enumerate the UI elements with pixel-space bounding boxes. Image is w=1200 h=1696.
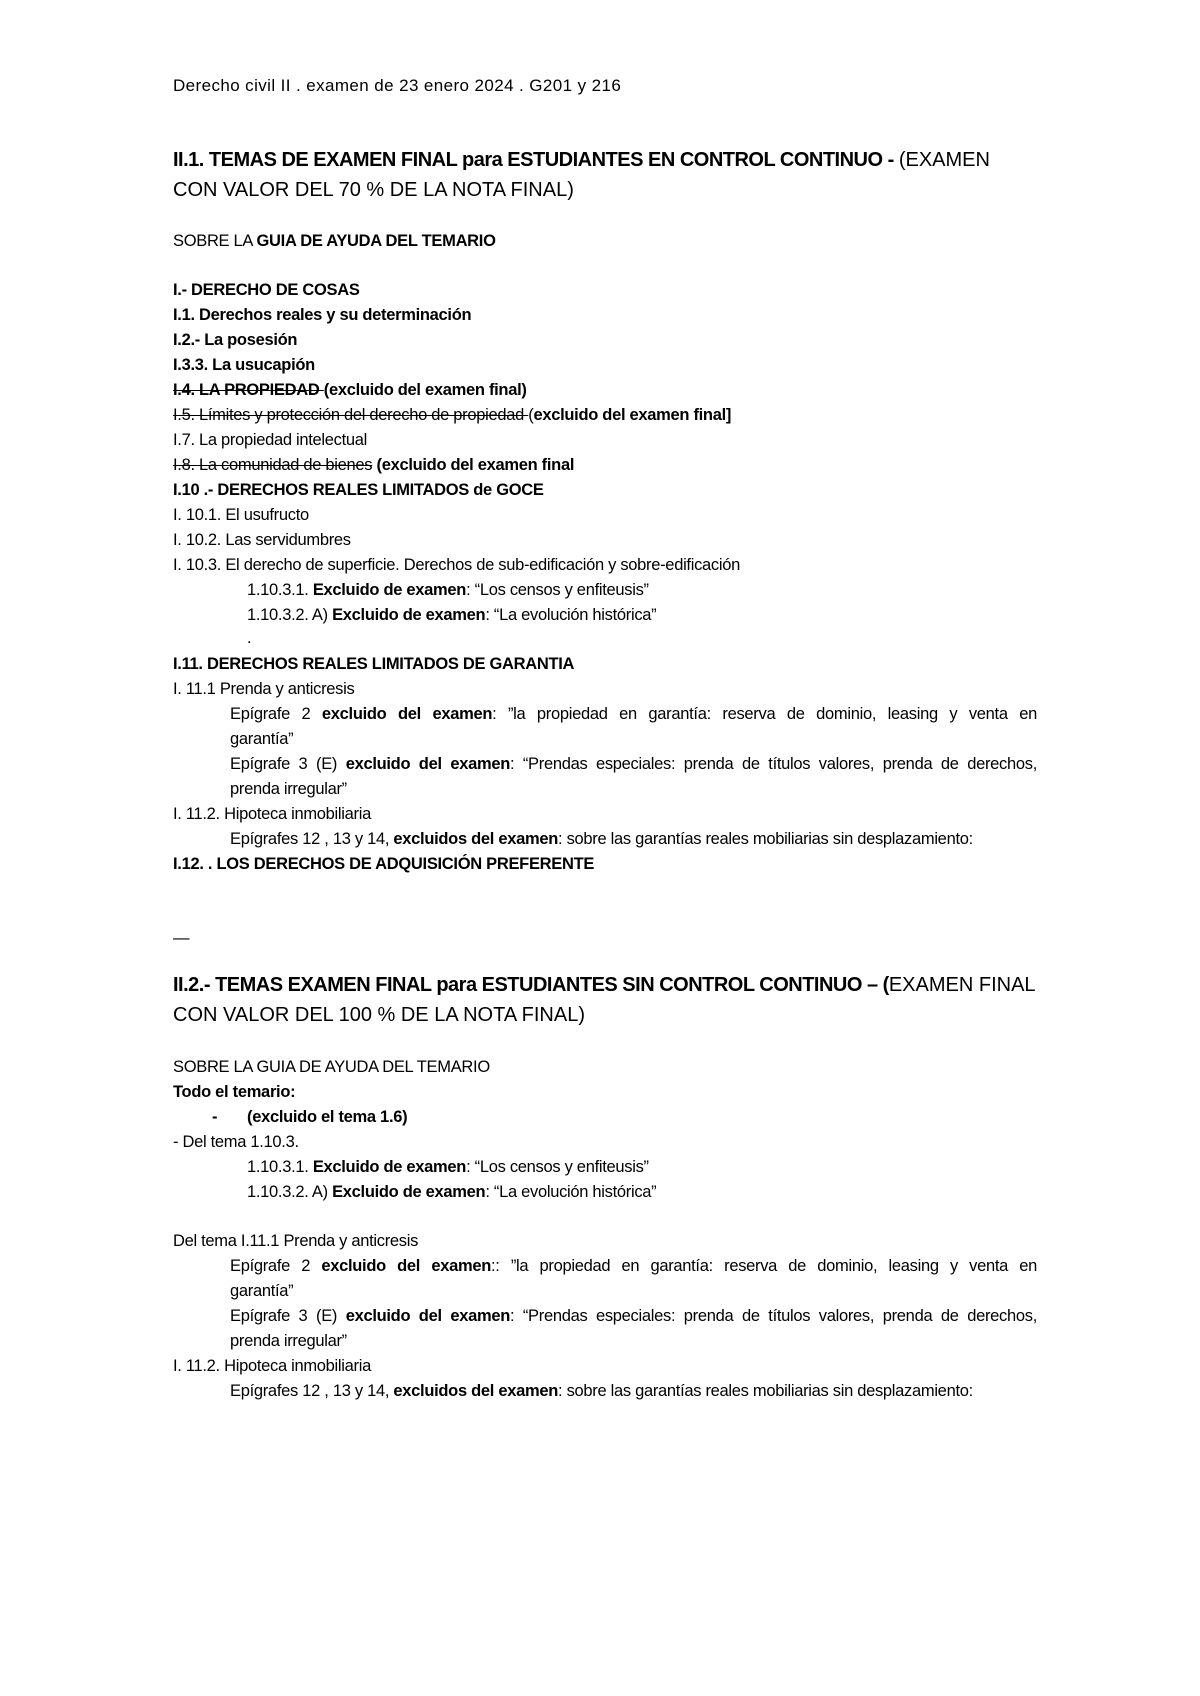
- sobre-prefix: SOBRE LA: [173, 232, 257, 250]
- topic-i-3-3: I.3.3. La usucapión: [173, 356, 315, 374]
- topic-i-11-1: I. 11.1 Prenda y anticresis: [173, 680, 355, 698]
- desc: :: ”la propiedad en garantía: reserva de dominio, leasing y venta en: [491, 1257, 1038, 1275]
- excluded-label: Excluido de examen: [312, 1158, 467, 1176]
- section-2-title-rest: EXAMEN FINAL: [888, 974, 1036, 996]
- desc: : sobre las garantías reales mobiliarias sin desplazamiento:: [558, 1382, 973, 1400]
- topic-i-7: I.7. La propiedad intelectual: [173, 431, 368, 449]
- topic-i-8-excluded: (excluido del examen final: [372, 456, 575, 474]
- topic-i-8-strike: I.8. La comunidad de bienes: [173, 456, 373, 474]
- desc: : sobre las garantías reales mobiliarias sin desplazamiento:: [558, 830, 973, 848]
- excluded-label: excluido del examen: [321, 705, 493, 723]
- desc: : “La evolución histórica”: [485, 1183, 657, 1201]
- s2-epigrafe-2-cont: garantía”: [230, 1282, 294, 1300]
- ep-num: Epígrafe 2: [230, 705, 322, 723]
- ep-num: Epígrafe 2: [230, 1257, 322, 1275]
- stray-dot: .: [247, 629, 252, 647]
- ep-num: Epígrafes 12 , 13 y 14,: [230, 1382, 394, 1400]
- epigrafe-2: [230, 702, 1037, 726]
- sobre-bold: GUIA DE AYUDA DEL TEMARIO: [256, 232, 496, 250]
- topic-i-5-paren: (: [528, 406, 534, 424]
- topic-i-5: [173, 403, 731, 427]
- excluded-tema-1-6: (excluido el tema 1.6): [247, 1108, 408, 1126]
- section-1-subtitle: CON VALOR DEL 70 % DE LA NOTA FINAL): [173, 179, 574, 201]
- epigrafe-3-cont: prenda irregular”: [230, 780, 347, 798]
- s2-topic-1-10-3-2: [247, 1180, 656, 1204]
- section-2-title-bold: II.2.- TEMAS EXAMEN FINAL para ESTUDIANTES SIN CONTROL CONTINUO – (: [173, 974, 889, 996]
- s2-topic-1-10-3-1: [247, 1155, 649, 1179]
- topic-i-10-3: I. 10.3. El derecho de superficie. Derechos de sub-edificación y sobre-edificación: [173, 556, 740, 574]
- topic-i-10-2: I. 10.2. Las servidumbres: [173, 531, 351, 549]
- topic-i-5-excluded: excluido del examen final]: [533, 406, 732, 424]
- s2-epigrafe-3: [230, 1304, 1037, 1328]
- topic-i-8: [173, 453, 574, 477]
- topic-i: I.- DERECHO DE COSAS: [173, 281, 360, 299]
- topic-i-1: I.1. Derechos reales y su determinación: [173, 306, 472, 324]
- topic-i-10-1: I. 10.1. El usufructo: [173, 506, 309, 524]
- ep-num: Epígrafes 12 , 13 y 14,: [230, 830, 394, 848]
- desc: : “La evolución histórica”: [485, 606, 657, 624]
- epigrafes-12-14: [230, 827, 973, 851]
- s2-epigrafe-3-cont: prenda irregular”: [230, 1332, 347, 1350]
- ep-num: Epígrafe 3 (E): [230, 755, 346, 773]
- epigrafe-2-cont: garantía”: [230, 730, 294, 748]
- desc: : “Prendas especiales: prenda de títulos valores, prenda de derechos,: [509, 1307, 1037, 1325]
- num: 1.10.3.1.: [247, 581, 313, 599]
- desc: : “Los censos y enfiteusis”: [466, 581, 649, 599]
- topic-i-2: I.2.- La posesión: [173, 331, 298, 349]
- topic-i-5-strike: I.5. Límites y protección del derecho de propiedad: [173, 406, 529, 424]
- desc: : ”la propiedad en garantía: reserva de dominio, leasing y venta en: [492, 705, 1037, 723]
- excluded-label: excluido del examen: [345, 755, 510, 773]
- excluded-label: Excluido de examen: [332, 1183, 486, 1201]
- topic-i-10: I.10 .- DERECHOS REALES LIMITADOS de GOCE: [173, 481, 544, 499]
- section-2-subtitle: CON VALOR DEL 100 % DE LA NOTA FINAL): [173, 1004, 585, 1026]
- topic-1-10-3-1: [247, 578, 649, 602]
- topic-i-11: I.11. DERECHOS REALES LIMITADOS DE GARANTIA: [173, 655, 575, 673]
- topic-1-10-3-2: [247, 603, 656, 627]
- excluded-label: excluidos del examen: [393, 830, 558, 848]
- section-1-title-bold: II.1. TEMAS DE EXAMEN FINAL para ESTUDIANTES EN CONTROL CONTINUO -: [173, 149, 899, 171]
- section-2-sobre: SOBRE LA GUIA DE AYUDA DEL TEMARIO: [173, 1058, 490, 1076]
- epigrafe-3: [230, 752, 1037, 776]
- s2-epigrafes-12-14: [230, 1379, 973, 1403]
- section-2-title: [173, 970, 1036, 1000]
- desc: : “Prendas especiales: prenda de títulos valores, prenda de derechos,: [509, 755, 1037, 773]
- del-tema-prenda: Del tema I.11.1 Prenda y anticresis: [173, 1232, 419, 1250]
- section-1-title-rest: (EXAMEN: [898, 149, 990, 171]
- document-header: Derecho civil II . examen de 23 enero 2024 . G201 y 216: [173, 76, 622, 95]
- section-1-sobre: [173, 229, 496, 253]
- topic-i-4-excluded: (excluido del examen final): [323, 381, 527, 399]
- del-tema-1-10-3: - Del tema 1.10.3.: [173, 1133, 299, 1151]
- topic-i-4: [173, 378, 527, 402]
- excluded-label: excluido del examen: [345, 1307, 510, 1325]
- excluded-label: Excluido de examen: [312, 581, 467, 599]
- s2-hipoteca: I. 11.2. Hipoteca inmobiliaria: [173, 1357, 371, 1375]
- topic-i-11-2: I. 11.2. Hipoteca inmobiliaria: [173, 805, 371, 823]
- separator-dash: —: [173, 929, 190, 947]
- excluded-label: excluidos del examen: [393, 1382, 558, 1400]
- topic-i-12: I.12. . LOS DERECHOS DE ADQUISICIÓN PREFERENTE: [173, 855, 595, 873]
- excluded-label: excluido del examen: [321, 1257, 491, 1275]
- excluded-label: Excluido de examen: [332, 606, 486, 624]
- num: 1.10.3.1.: [247, 1158, 313, 1176]
- excluded-dash: -: [212, 1108, 218, 1126]
- section-1-title: [173, 145, 990, 175]
- todo-temario: Todo el temario:: [173, 1083, 296, 1101]
- num: 1.10.3.2. A): [247, 606, 333, 624]
- s2-epigrafe-2: [230, 1254, 1037, 1278]
- num: 1.10.3.2. A): [247, 1183, 333, 1201]
- desc: : “Los censos y enfiteusis”: [466, 1158, 649, 1176]
- topic-i-4-strike: I.4. LA PROPIEDAD: [173, 381, 324, 399]
- ep-num: Epígrafe 3 (E): [230, 1307, 346, 1325]
